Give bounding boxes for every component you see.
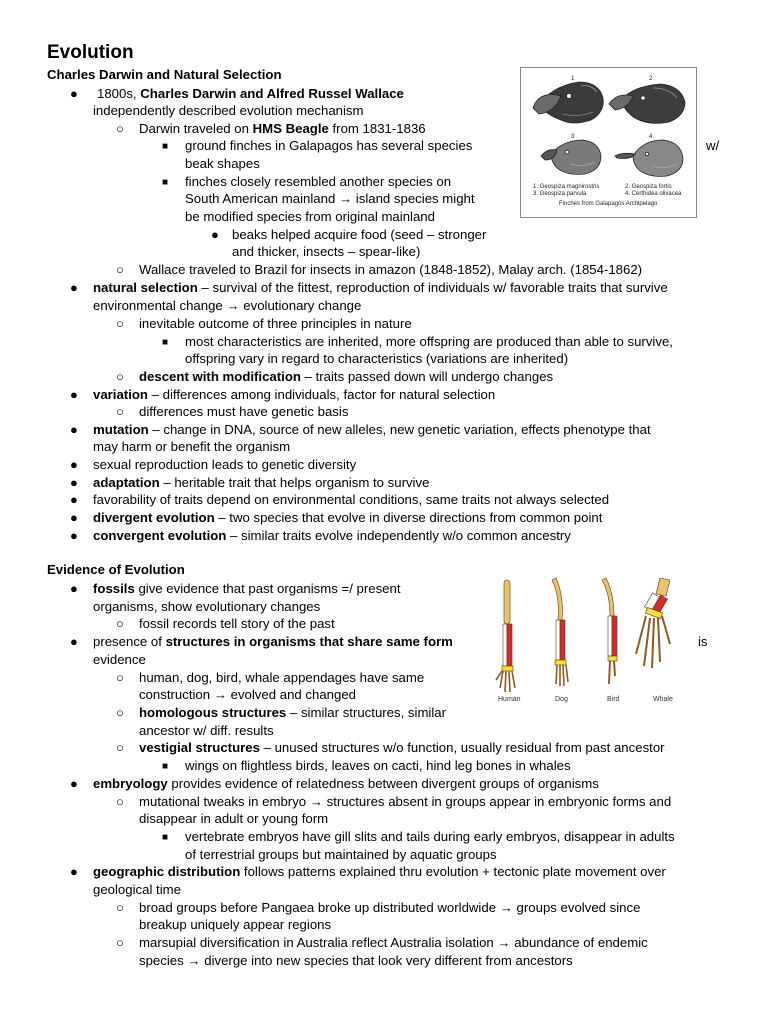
finch-number-4: 4 — [649, 134, 653, 140]
list-item-cont: and thicker, insects – spear-like) — [232, 244, 421, 259]
list-item-cont: species → diverge into new species that look very different from ancestors — [139, 953, 573, 968]
finch-head-4 — [615, 140, 683, 176]
list-item: presence of structures in organisms that share same form — [93, 634, 453, 649]
human-limb — [496, 580, 515, 692]
list-item-cont: construction → evolved and changed — [139, 687, 357, 702]
finch-head-1 — [533, 82, 603, 123]
list-item: vertebrate embryos have gill slits and tails during early embryos, disappear in adults — [185, 829, 675, 844]
finch-caption: Finches from Galapagos Archipelago — [559, 201, 658, 207]
list-item: fossils give evidence that past organisms =/ present — [93, 581, 401, 596]
list-item: mutation – change in DNA, source of new alleles, new genetic variation, effects phenotype that — [93, 422, 651, 437]
list-item: variation – differences among individuals, factor for natural selection — [93, 387, 496, 402]
bullet-disc: ● — [70, 457, 78, 472]
list-item-cont: environmental change → evolutionary change — [93, 298, 362, 313]
finch-figure — [520, 67, 697, 218]
finch-label-4: 4. Certhidea olivacea — [625, 191, 682, 197]
finch-head-3 — [541, 140, 601, 174]
bullet-disc: ● — [70, 528, 78, 543]
list-item: differences must have genetic basis — [139, 404, 349, 419]
bullet-circle: ○ — [116, 121, 124, 136]
list-item: adaptation – heritable trait that helps organism to survive — [93, 475, 430, 490]
bullet-square: ■ — [162, 141, 169, 152]
bullet-disc: ● — [211, 227, 219, 242]
list-item: geographic distribution follows patterns explained thru evolution + tectonic plate movement over — [93, 864, 666, 879]
list-item: sexual reproduction leads to genetic diversity — [93, 457, 357, 472]
list-item: marsupial diversification in Australia reflect Australia isolation → abundance of endemic — [139, 935, 648, 950]
list-item: embryology provides evidence of relatedness between divergent groups of organisms — [93, 776, 599, 791]
finch-label-3: 3. Geospiza parvula — [533, 191, 587, 197]
limb-label-dog: Dog — [555, 696, 568, 703]
finch-label-1: 1. Geospiza magnirostris — [533, 184, 600, 190]
bullet-square: ■ — [162, 761, 169, 772]
finch-number-2: 2 — [649, 76, 653, 82]
list-item: broad groups before Pangaea broke up distributed worldwide → groups evolved since — [139, 900, 641, 915]
list-item-cont: ancestor w/ diff. results — [139, 723, 274, 738]
bullet-disc: ● — [70, 864, 78, 879]
bullet-disc: ● — [70, 280, 78, 295]
bullet-square: ■ — [162, 177, 169, 188]
bullet-disc: ● — [70, 492, 78, 507]
list-item-cont: beak shapes — [185, 156, 260, 171]
bullet-disc: ● — [70, 510, 78, 525]
finch-label-2: 2. Geospiza fortis — [625, 184, 672, 190]
list-item: 1800s, Charles Darwin and Alfred Russel Wallace — [97, 86, 404, 101]
list-item: divergent evolution – two species that evolve in diverse directions from common point — [93, 510, 603, 525]
homologous-limbs-figure — [490, 576, 690, 706]
list-item-cont: be modified species from original mainland — [185, 209, 435, 224]
list-item-cont: geological time — [93, 882, 181, 897]
list-item-cont: of terrestrial groups but maintained by aquatic groups — [185, 847, 497, 862]
list-item: descent with modification – traits passed down will undergo changes — [139, 369, 554, 384]
list-item-cont: disappear in adult or young form — [139, 811, 329, 826]
limbs-illustration — [490, 576, 690, 706]
list-item: beaks helped acquire food (seed – stronger — [232, 227, 487, 242]
list-item: inevitable outcome of three principles in nature — [139, 316, 412, 331]
bullet-disc: ● — [70, 475, 78, 490]
list-item: favorability of traits depend on environmental conditions, same traits not always selected — [93, 492, 610, 507]
list-item-cont: w/ — [706, 138, 720, 153]
bullet-circle: ○ — [116, 316, 124, 331]
bullet-circle: ○ — [116, 262, 124, 277]
list-item: vestigial structures – unused structures w/o function, usually residual from past ancestor — [139, 740, 665, 755]
list-item: Darwin traveled on HMS Beagle from 1831-1836 — [139, 121, 426, 136]
section-heading-evidence: Evidence of Evolution — [47, 562, 185, 577]
bird-limb — [602, 578, 617, 684]
bullet-square: ■ — [162, 832, 169, 843]
list-item: most characteristics are inherited, more offspring are produced than able to survive, — [185, 334, 673, 349]
bullet-disc: ● — [70, 581, 78, 596]
bullet-circle: ○ — [116, 740, 124, 755]
bullet-disc: ● — [70, 422, 78, 437]
list-item: ground finches in Galapagos has several species — [185, 138, 473, 153]
list-item: mutational tweaks in embryo → structures absent in groups appear in embryonic forms and — [139, 794, 672, 809]
list-item: human, dog, bird, whale appendages have same — [139, 670, 425, 685]
bullet-circle: ○ — [116, 794, 124, 809]
bullet-circle: ○ — [116, 705, 124, 720]
bullet-disc: ● — [70, 387, 78, 402]
finch-head-2 — [609, 84, 685, 123]
bullet-disc: ● — [70, 776, 78, 791]
list-item-cont: offspring vary in regard to characteristics (variations are inherited) — [185, 351, 569, 366]
list-item-cont: South American mainland → island species might — [185, 191, 475, 206]
page-title: Evolution — [47, 42, 134, 63]
limb-label-bird: Bird — [607, 696, 620, 703]
list-item-cont: independently described evolution mechanism — [93, 103, 364, 118]
whale-limb — [636, 578, 670, 668]
bullet-circle: ○ — [116, 670, 124, 685]
bullet-disc: ● — [70, 634, 78, 649]
bullet-circle: ○ — [116, 935, 124, 950]
list-item: homologous structures – similar structures, similar — [139, 705, 447, 720]
list-item-cont: may harm or benefit the organism — [93, 439, 291, 454]
section-heading-darwin: Charles Darwin and Natural Selection — [47, 67, 282, 82]
bullet-circle: ○ — [116, 616, 124, 631]
bullet-circle: ○ — [116, 900, 124, 915]
finch-number-3: 3 — [571, 134, 575, 140]
list-item: wings on flightless birds, leaves on cacti, hind leg bones in whales — [185, 758, 571, 773]
bullet-disc: ● — [70, 86, 78, 101]
list-item-cont: is — [698, 634, 708, 649]
dog-limb — [552, 578, 568, 686]
list-item: natural selection – survival of the fittest, reproduction of individuals w/ favorable traits that survive — [93, 280, 668, 295]
list-item-cont: organisms, show evolutionary changes — [93, 599, 321, 614]
limb-label-whale: Whale — [653, 696, 673, 703]
list-item: finches closely resembled another species on — [185, 174, 452, 189]
bullet-square: ■ — [162, 337, 169, 348]
list-item-cont: evidence — [93, 652, 146, 667]
limb-label-human: Human — [498, 696, 521, 703]
list-item: Wallace traveled to Brazil for insects in amazon (1848-1852), Malay arch. (1854-1862) — [139, 262, 643, 277]
bullet-circle: ○ — [116, 404, 124, 419]
list-item-cont: breakup uniquely appear regions — [139, 917, 332, 932]
finch-number-1: 1 — [571, 76, 575, 82]
bullet-circle: ○ — [116, 369, 124, 384]
list-item: convergent evolution – similar traits evolve independently w/o common ancestry — [93, 528, 571, 543]
list-item: fossil records tell story of the past — [139, 616, 335, 631]
